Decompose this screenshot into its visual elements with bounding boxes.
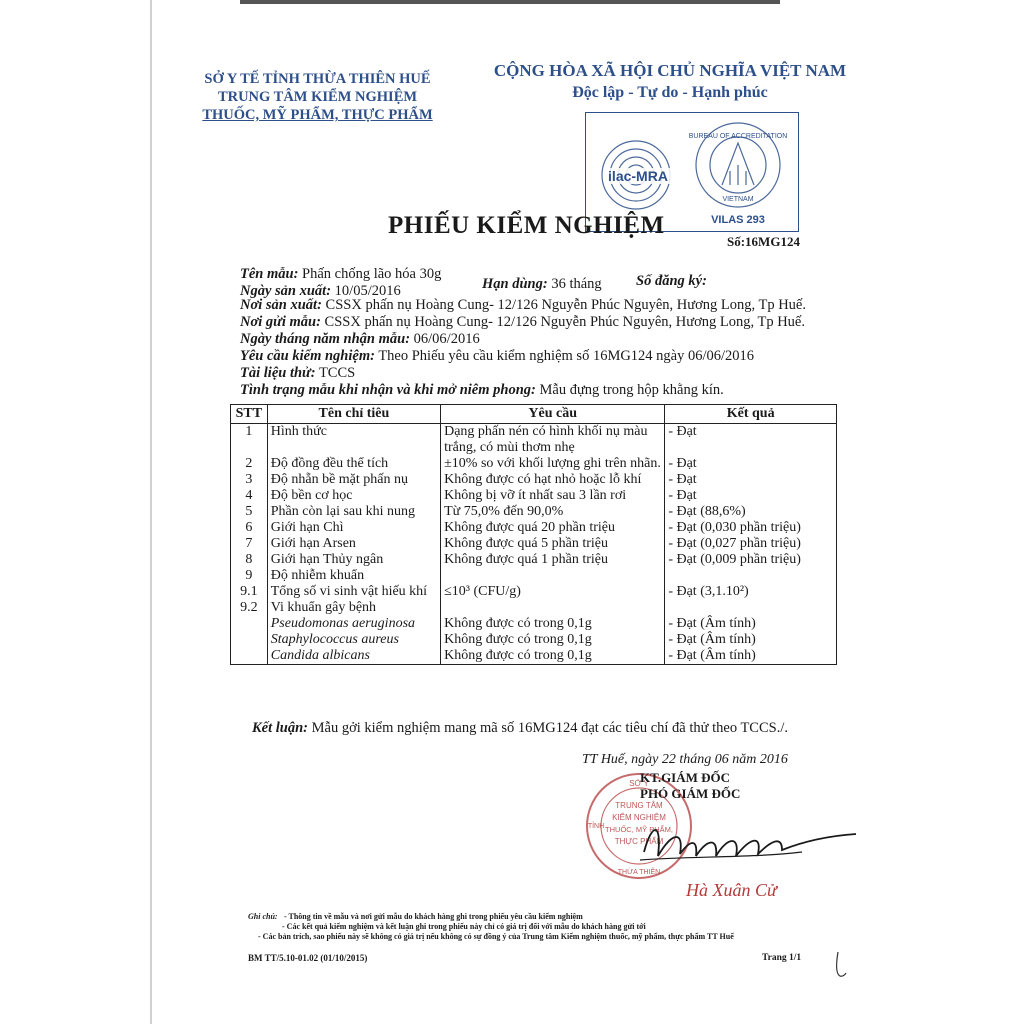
header-stt: STT — [231, 405, 268, 424]
row-requirement: ≤10³ (CFU/g) — [441, 584, 665, 600]
row-requirement: Không được quá 1 phần triệu — [441, 552, 665, 568]
footnote-1: Ghi chú: - Thông tin về mẫu và nơi gửi mẫu do khách hàng ghi trong phiếu yêu cầu kiểm nghiệm — [248, 912, 583, 921]
row-result: - Đạt — [665, 424, 837, 457]
row-requirement: Không được có trong 0,1g — [441, 648, 665, 665]
row-requirement: Không được có trong 0,1g — [441, 632, 665, 648]
table-row — [231, 456, 837, 472]
stamp-line-1: TRUNG TÂM — [615, 801, 663, 810]
conclusion-label: Kết luận: — [252, 720, 308, 736]
row-stt: 8 — [231, 552, 268, 568]
bureau-text: BUREAU OF ACCREDITATION — [688, 133, 788, 140]
row-result: - Đạt (Âm tính) — [665, 648, 837, 665]
page-number: Trang 1/1 — [762, 953, 802, 963]
stamp-line-3: THUỐC, MỸ PHẨM, — [605, 825, 673, 834]
row-stt: 9.2 — [231, 600, 268, 616]
row-criterion: Độ bền cơ học — [267, 488, 440, 504]
table-row — [231, 568, 837, 584]
row-stt — [231, 632, 268, 648]
agency-line-2: TRUNG TÂM KIỂM NGHIỆM — [217, 89, 418, 105]
info-mfg-date: Ngày sản xuất: 10/05/2016 — [240, 283, 401, 299]
conclusion — [252, 718, 832, 739]
row-stt: 6 — [231, 520, 268, 536]
info-sample-name: Tên mẫu: Phấn chống lão hóa 30g — [240, 266, 442, 282]
bureau-country: VIETNAM — [722, 196, 754, 203]
footnote-label: Ghi chú: — [248, 912, 278, 921]
table-row — [231, 648, 837, 665]
info-request: Yêu cầu kiểm nghiệm: Theo Phiếu yêu cầu kiểm nghiệm số 16MG124 ngày 06/06/2016 — [240, 348, 755, 364]
row-requirement: ±10% so với khối lượng ghi trên nhãn. — [441, 456, 665, 472]
table-row — [231, 600, 837, 616]
row-result: - Đạt (0,027 phần triệu) — [665, 536, 837, 552]
table-row — [231, 520, 837, 536]
row-stt: 2 — [231, 456, 268, 472]
info-condition: Tình trạng mẫu khi nhận và khi mở niêm phong: Mẫu đựng trong hộp khằng kín. — [240, 382, 724, 398]
table-row — [231, 632, 837, 648]
info-received-date: Ngày tháng năm nhận mẫu: 06/06/2016 — [240, 331, 480, 347]
row-requirement: Không được có trong 0,1g — [441, 616, 665, 632]
row-criterion: Phần còn lại sau khi nung — [267, 504, 440, 520]
results-table — [230, 404, 837, 665]
footnotes — [248, 912, 818, 942]
table-row — [231, 488, 837, 504]
row-criterion: Candida albicans — [267, 648, 440, 665]
stamp-line-2: KIỂM NGHIỆM — [612, 813, 666, 822]
agency-header — [190, 70, 445, 124]
row-requirement — [441, 600, 665, 616]
row-requirement: Không được có hạt nhỏ hoặc lỗ khí — [441, 472, 665, 488]
conclusion-text: Mẫu gởi kiểm nghiệm mang mã số 16MG124 đạt các tiêu chí đã thử theo TCCS./. — [311, 720, 788, 736]
signer-title-2: PHÓ GIÁM ĐỐC — [640, 786, 741, 801]
handwritten-mark — [834, 950, 848, 980]
row-result: - Đạt (Âm tính) — [665, 632, 837, 648]
row-stt: 5 — [231, 504, 268, 520]
national-header — [470, 60, 870, 104]
stamp-bottom-text: THỪA THIÊN — [617, 869, 661, 876]
row-stt: 9.1 — [231, 584, 268, 600]
row-stt: 3 — [231, 472, 268, 488]
table-row — [231, 424, 837, 457]
table-row — [231, 552, 837, 568]
row-criterion: Giới hạn Chì — [267, 520, 440, 536]
row-stt: 4 — [231, 488, 268, 504]
row-result — [665, 600, 837, 616]
row-requirement — [441, 568, 665, 584]
page-edge — [150, 0, 152, 1024]
place-date: TT Huế, ngày 22 tháng 06 năm 2016 — [582, 752, 788, 767]
row-requirement: Không được quá 5 phần triệu — [441, 536, 665, 552]
row-requirement: Từ 75,0% đến 90,0% — [441, 504, 665, 520]
header-result: Kết quả — [665, 405, 837, 424]
row-stt: 7 — [231, 536, 268, 552]
row-result — [665, 568, 837, 584]
row-result: - Đạt (88,6%) — [665, 504, 837, 520]
form-code: BM TT/5.10-01.02 (01/10/2015) — [248, 953, 368, 963]
header-criterion: Tên chỉ tiêu — [267, 405, 440, 424]
results-table-header — [231, 405, 837, 424]
table-row — [231, 504, 837, 520]
row-requirement: Dạng phấn nén có hình khối nụ màu trắng, có mùi thơm nhẹ — [441, 424, 665, 457]
info-expiry: Hạn dùng: 36 tháng — [482, 276, 602, 292]
row-criterion: Độ nhiễm khuẩn — [267, 568, 440, 584]
row-result: - Đạt (0,030 phần triệu) — [665, 520, 837, 536]
row-criterion: Vi khuẩn gây bệnh — [267, 600, 440, 616]
agency-line-3: THUỐC, MỸ PHẨM, THỰC PHẨM — [202, 107, 433, 123]
row-criterion: Tổng số vi sinh vật hiếu khí — [267, 584, 440, 600]
info-reference: Tài liệu thử: TCCS — [240, 365, 356, 381]
handwritten-signature — [632, 812, 862, 872]
info-sender: Nơi gửi mẫu: CSSX phấn nụ Hoàng Cung- 12/126 Nguyễn Phúc Nguyên, Hương Long, Tp Huế. — [240, 314, 805, 330]
row-criterion: Độ nhẵn bề mặt phấn nụ — [267, 472, 440, 488]
table-row — [231, 584, 837, 600]
stamp-left-text: TỈNH — [587, 823, 605, 830]
results-table-body — [231, 424, 837, 665]
vilas-number: VILAS 293 — [711, 214, 765, 226]
row-stt: 1 — [231, 424, 268, 457]
row-criterion: Giới hạn Thủy ngân — [267, 552, 440, 568]
row-criterion: Pseudomonas aeruginosa — [267, 616, 440, 632]
row-stt: 9 — [231, 568, 268, 584]
table-row — [231, 472, 837, 488]
footnote-2: - Các kết quả kiểm nghiệm và kết luận ghi trong phiếu này chỉ có giá trị đối với mẫu do khách hàng gửi tới — [282, 922, 646, 931]
row-requirement: Không được quá 20 phần triệu — [441, 520, 665, 536]
row-criterion: Hình thức — [267, 424, 440, 457]
table-row — [231, 536, 837, 552]
info-reg-no: Số đăng ký: — [636, 273, 707, 289]
signer-name: Hà Xuân Cử — [686, 880, 777, 900]
stamp-line-4: THỰC PHẨM — [614, 837, 664, 846]
national-motto: Độc lập - Tự do - Hạnh phúc — [572, 84, 768, 101]
national-title: CỘNG HÒA XÃ HỘI CHỦ NGHĨA VIỆT NAM — [493, 61, 847, 80]
header-requirement: Yêu cầu — [441, 405, 665, 424]
row-result: - Đạt — [665, 472, 837, 488]
footnote-3: - Các bản trích, sao phiếu này sẽ không có giá trị nếu không có sự đồng ý của Trung tâm Kiểm nghiệm thuốc, mỹ phẩm, thực phẩm TT Huế — [258, 932, 734, 941]
row-result: - Đạt (Âm tính) — [665, 616, 837, 632]
row-result: - Đạt — [665, 456, 837, 472]
row-criterion: Staphylococcus aureus — [267, 632, 440, 648]
row-result: - Đạt (0,009 phần triệu) — [665, 552, 837, 568]
row-result: - Đạt (3,1.10²) — [665, 584, 837, 600]
row-requirement: Không bị vỡ ít nhất sau 3 lần rơi — [441, 488, 665, 504]
table-row — [231, 616, 837, 632]
ilac-mark: ilac-MRA — [608, 168, 668, 184]
info-producer: Nơi sản xuất: CSSX phấn nụ Hoàng Cung- 12/126 Nguyễn Phúc Nguyên, Hương Long, Tp Huế. — [240, 297, 806, 313]
row-stt — [231, 648, 268, 665]
agency-line-1: SỞ Y TẾ TỈNH THỪA THIÊN HUẾ — [204, 71, 431, 87]
stamp-top-text: SỞ Y — [629, 779, 649, 788]
row-criterion: Độ đồng đều thể tích — [267, 456, 440, 472]
scan-top-mark — [240, 0, 780, 4]
row-stt — [231, 616, 268, 632]
document-title: PHIẾU KIỂM NGHIỆM — [388, 212, 665, 239]
document-number: Số:16MG124 — [727, 234, 800, 249]
row-result: - Đạt — [665, 488, 837, 504]
signer-title-1: KT.GIÁM ĐỐC — [640, 770, 731, 785]
row-criterion: Giới hạn Arsen — [267, 536, 440, 552]
